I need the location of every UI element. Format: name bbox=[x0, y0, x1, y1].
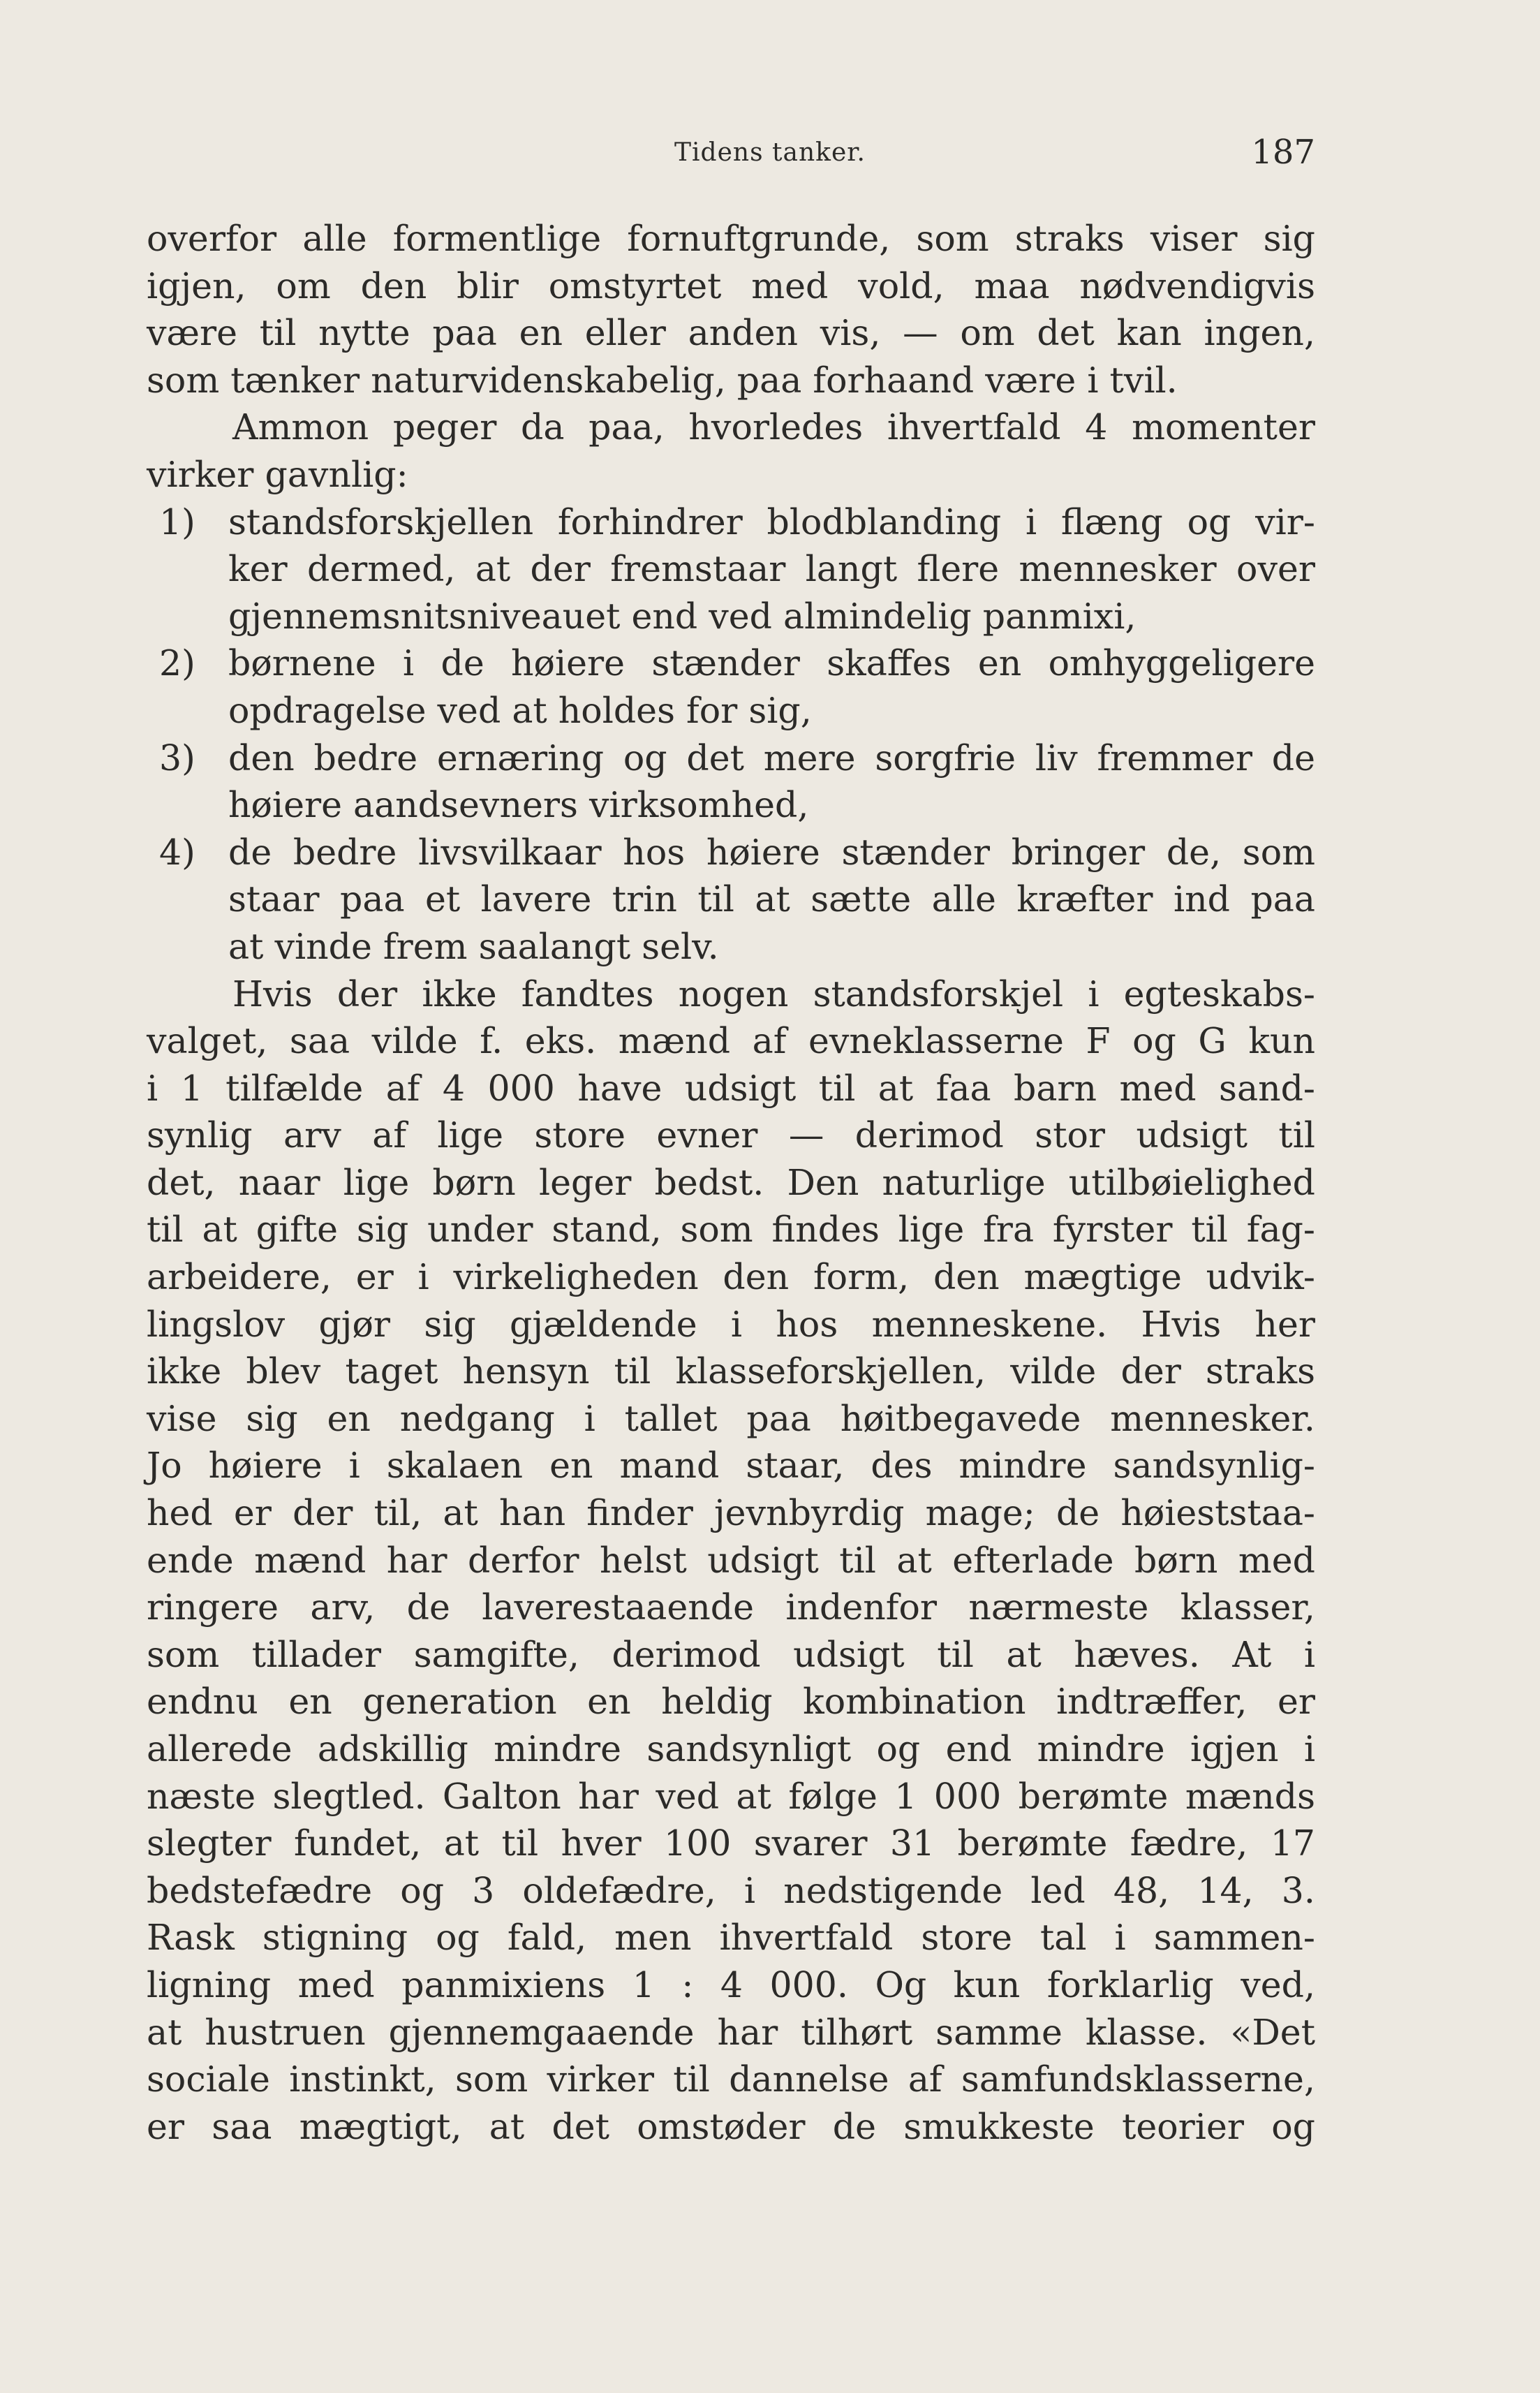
text-line: slegter fundet, at til hver 100 svarer 31 berømte fædre, 17 bbox=[147, 1823, 1315, 1864]
text-line: sociale instinkt, som virker til dannelse af samfundsklasserne, bbox=[147, 2059, 1315, 2100]
text-line: det, naar lige børn leger bedst. Den naturlige utilbøielighed bbox=[147, 1161, 1315, 1203]
running-title: Tidens tanker. bbox=[674, 138, 866, 167]
text-line: synlig arv af lige store evner — derimod stor udsigt til bbox=[147, 1114, 1315, 1156]
text-line: valget, saa vilde f. eks. mænd af evneklasserne F og G kun bbox=[147, 1020, 1315, 1062]
text-line: bedstefædre og 3 oldefædre, i nedstigende led 48, 14, 3. bbox=[147, 1869, 1315, 1911]
list-marker: 3) bbox=[159, 737, 195, 779]
page-number: 187 bbox=[1251, 133, 1315, 172]
text-line: Jo høiere i skalaen en mand staar, des mindre sandsynlig- bbox=[147, 1445, 1315, 1487]
text-line: de bedre livsvilkaar hos høiere stænder bringer de, som bbox=[228, 831, 1315, 873]
text-line: standsforskjellen forhindrer blodblanding i flæng og vir- bbox=[228, 501, 1315, 543]
text-line: vise sig en nedgang i tallet paa høitbegavede mennesker. bbox=[147, 1397, 1315, 1439]
list-item bbox=[147, 735, 1315, 829]
list-item bbox=[147, 499, 1315, 640]
list-marker: 1) bbox=[159, 501, 195, 543]
text-line: børnene i de høiere stænder skaffes en omhyggeligere bbox=[228, 642, 1315, 684]
text-line: næste slegtled. Galton har ved at følge 1 000 berømte mænds bbox=[147, 1775, 1315, 1817]
paragraph bbox=[147, 404, 1315, 498]
list-marker: 2) bbox=[159, 642, 195, 684]
text-line: at vinde frem saalangt selv. bbox=[228, 925, 719, 967]
text-line: ligning med panmixiens 1 : 4 000. Og kun forklarlig ved, bbox=[147, 1964, 1315, 2005]
text-line: i 1 tilfælde af 4 000 have udsigt til at faa barn med sand- bbox=[147, 1067, 1315, 1109]
list-item bbox=[147, 640, 1315, 734]
text-line: Rask stigning og fald, men ihvertfald store tal i sammen- bbox=[147, 1917, 1315, 1959]
body-text bbox=[147, 215, 1315, 2150]
paragraph bbox=[147, 215, 1315, 404]
text-line: til at gifte sig under stand, som findes lige fra fyrster til fag- bbox=[147, 1209, 1315, 1251]
text-line: høiere aandsevners virksomhed, bbox=[228, 784, 809, 826]
text-line: ende mænd har derfor helst udsigt til at efterlade børn med bbox=[147, 1539, 1315, 1581]
text-line: virker gavnlig: bbox=[147, 453, 408, 495]
text-line: allerede adskillig mindre sandsynligt og end mindre igjen i bbox=[147, 1728, 1315, 1769]
paragraph bbox=[147, 971, 1315, 2151]
text-line: at hustruen gjennemgaaende har tilhørt samme klasse. «Det bbox=[147, 2011, 1315, 2053]
text-line: overfor alle formentlige fornuftgrunde, som straks viser sig bbox=[147, 218, 1315, 259]
text-line: som tænker naturvidenskabelig, paa forhaand være i tvil. bbox=[147, 359, 1178, 401]
text-line: staar paa et lavere trin til at sætte alle kræfter ind paa bbox=[228, 878, 1315, 920]
text-line: igjen, om den blir omstyrtet med vold, maa nødvendigvis bbox=[147, 265, 1315, 307]
text-line: ikke blev taget hensyn til klasseforskjellen, vilde der straks bbox=[147, 1350, 1315, 1392]
text-line: hed er der til, at han finder jevnbyrdig mage; de høieststaa- bbox=[147, 1492, 1315, 1534]
text-line: ker dermed, at der fremstaar langt flere mennesker over bbox=[228, 548, 1315, 590]
text-line: Hvis der ikke fandtes nogen standsforskjel i egteskabs- bbox=[232, 973, 1315, 1015]
text-line: som tillader samgifte, derimod udsigt til at hæves. At i bbox=[147, 1633, 1315, 1675]
text-line: ringere arv, de laverestaaende indenfor nærmeste klasser, bbox=[147, 1586, 1315, 1628]
text-line: være til nytte paa en eller anden vis, — om det kan ingen, bbox=[147, 312, 1315, 354]
list-marker: 4) bbox=[159, 831, 195, 873]
text-line: er saa mægtigt, at det omstøder de smukkeste teorier og bbox=[147, 2105, 1315, 2147]
text-line: den bedre ernæring og det mere sorgfrie liv fremmer de bbox=[228, 737, 1315, 779]
text-line: opdragelse ved at holdes for sig, bbox=[228, 689, 812, 731]
text-line: arbeidere, er i virkeligheden den form, den mægtige udvik- bbox=[147, 1256, 1315, 1298]
text-line: Ammon peger da paa, hvorledes ihvertfald 4 momenter bbox=[232, 406, 1315, 448]
list-item bbox=[147, 829, 1315, 971]
numbered-list bbox=[147, 499, 1315, 971]
text-line: endnu en generation en heldig kombination indtræffer, er bbox=[147, 1681, 1315, 1723]
text-line: gjennemsnitsniveauet end ved almindelig panmixi, bbox=[228, 595, 1137, 637]
text-line: lingslov gjør sig gjældende i hos menneskene. Hvis her bbox=[147, 1303, 1315, 1345]
